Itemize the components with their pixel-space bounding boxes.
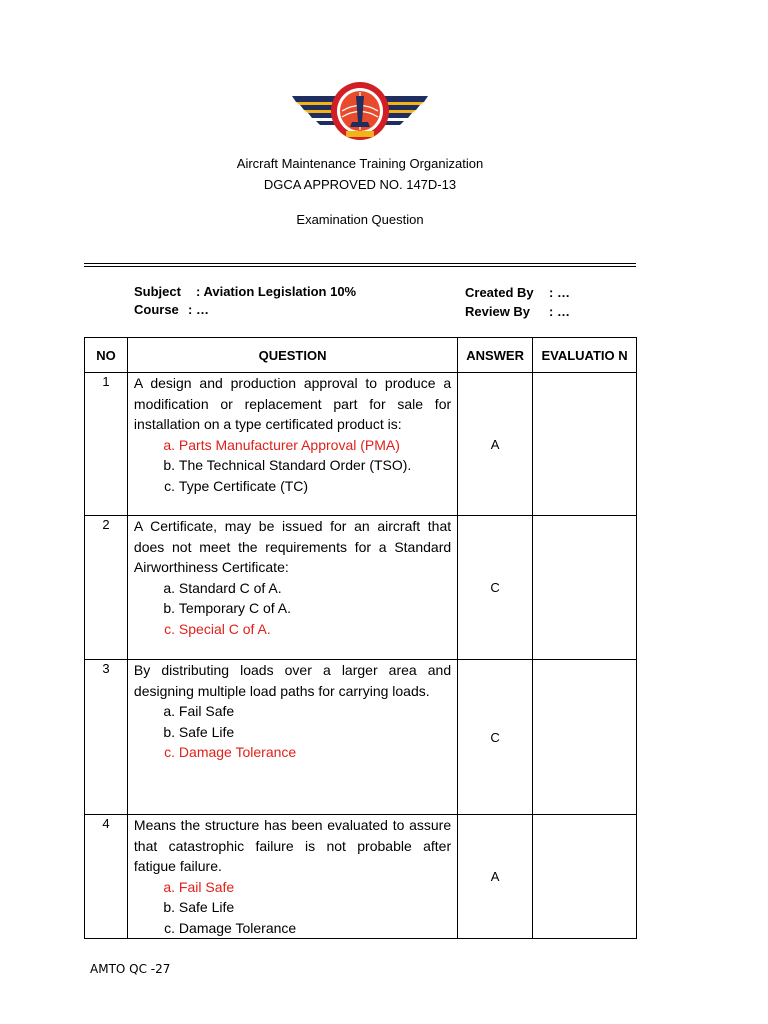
correct-option: c. Special C of A. (179, 619, 451, 640)
evaluation-cell (533, 815, 637, 939)
header-divider-top (84, 263, 636, 264)
evaluation-cell (533, 516, 637, 660)
question-cell (127, 373, 457, 516)
answer-option: b. Safe Life (179, 722, 451, 743)
document-title: Examination Question (296, 212, 424, 227)
organization-logo (290, 80, 430, 144)
col-header-question: QUESTION (127, 338, 457, 373)
created-by-label: Created By (465, 285, 534, 300)
question-number: 1 (85, 373, 128, 516)
question-cell (127, 815, 457, 939)
subject-value: : Aviation Legislation 10% (196, 284, 357, 299)
correct-option: c. Damage Tolerance (179, 742, 451, 763)
question-stem: A design and production approval to produce a modification or replacement part for sale for installation on a type certificated product is: (133, 375, 452, 432)
question-cell (127, 660, 457, 815)
question-row (85, 660, 637, 815)
answer-cell: C (458, 660, 533, 815)
answer-option: c. Type Certificate (TC) (179, 476, 451, 497)
question-table (84, 337, 637, 939)
answer-cell: A (458, 815, 533, 939)
review-by-label: Review By (465, 304, 531, 319)
correct-option: a. Fail Safe (179, 877, 451, 898)
answer-option: b. The Technical Standard Order (TSO). (179, 455, 451, 476)
col-header-no: NO (85, 338, 128, 373)
answer-option: a. Fail Safe (179, 701, 451, 722)
review-by-value: : … (549, 304, 570, 319)
emblem-icon (331, 82, 389, 140)
org-name: Aircraft Maintenance Training Organization (236, 156, 484, 171)
question-stem: A Certificate, may be issued for an aircraft that does not meet the requirements for a Standard Airworthiness Certificate: (133, 518, 452, 575)
question-stem: By distributing loads over a larger area and designing multiple load paths for carrying loads. (133, 662, 452, 699)
col-header-answer: ANSWER (458, 338, 533, 373)
question-number: 2 (85, 516, 128, 660)
created-by-line (465, 285, 570, 300)
answer-options (134, 701, 451, 763)
answer-options (134, 578, 451, 640)
question-cell (127, 516, 457, 660)
header-divider-bottom (84, 266, 636, 267)
answer-option: b. Safe Life (179, 897, 451, 918)
answer-options (134, 877, 451, 939)
answer-cell: A (458, 373, 533, 516)
course-line (134, 302, 209, 317)
question-number: 4 (85, 815, 128, 939)
subject-label: Subject (134, 284, 181, 299)
evaluation-cell (533, 373, 637, 516)
correct-option: a. Parts Manufacturer Approval (PMA) (179, 435, 451, 456)
review-by-line (465, 304, 570, 319)
subject-line (134, 284, 356, 299)
approval-number: DGCA APPROVED NO. 147D-13 (263, 177, 457, 192)
course-label: Course (134, 302, 179, 317)
answer-cell: C (458, 516, 533, 660)
question-number: 3 (85, 660, 128, 815)
question-stem: Means the structure has been evaluated to assure that catastrophic failure is not probable after fatigue failure. (133, 817, 452, 874)
evaluation-cell (533, 660, 637, 815)
answer-option: a. Standard C of A. (179, 578, 451, 599)
answer-option: c. Damage Tolerance (179, 918, 451, 939)
course-value: : … (188, 302, 209, 317)
question-row (85, 516, 637, 660)
answer-options (134, 435, 451, 497)
answer-option: b. Temporary C of A. (179, 598, 451, 619)
created-by-value: : … (549, 285, 570, 300)
question-row (85, 815, 637, 939)
col-header-evaluation: EVALUATIO N (533, 338, 637, 373)
table-header-row (85, 338, 637, 373)
question-row (85, 373, 637, 516)
footer-code: AMTO QC -27 (90, 962, 171, 976)
